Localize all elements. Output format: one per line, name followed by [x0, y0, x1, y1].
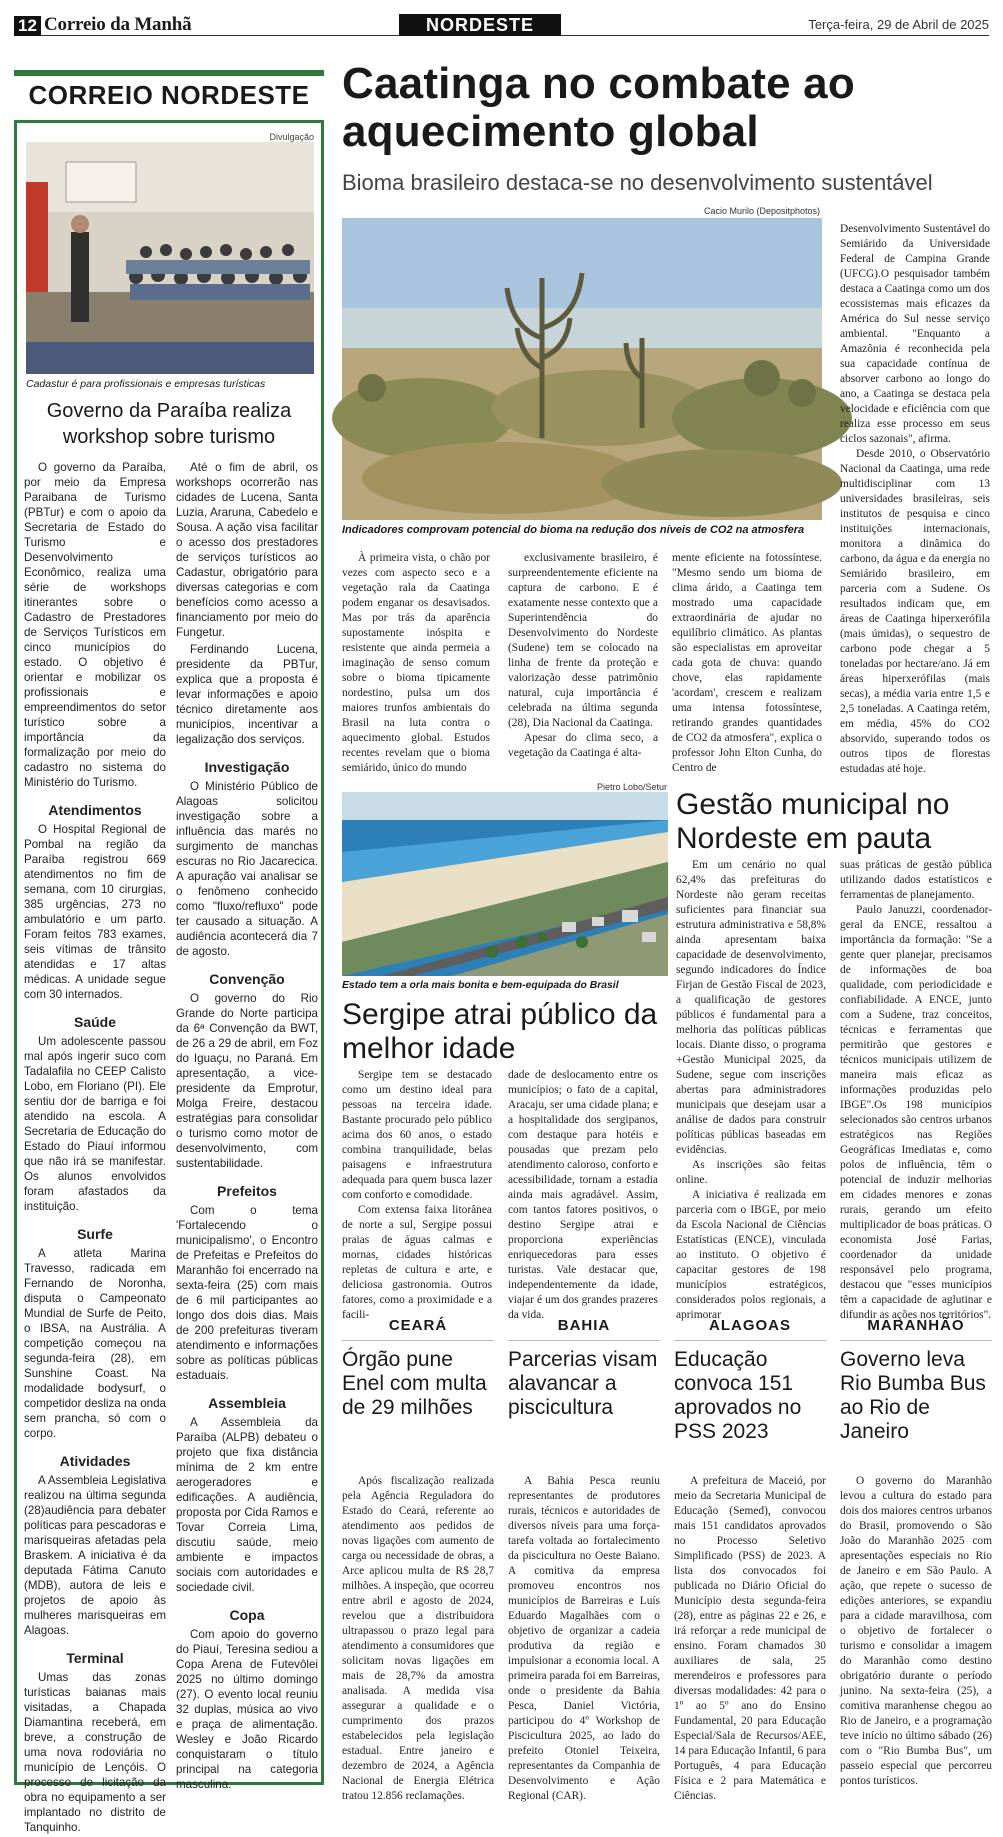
sidebar-paragraph: Com apoio do governo do Piauí, Teresina sediou a Copa Arena de Futevôlei 2025 no último domingo (27). O evento local reuniu 32 duplas, música ao vivo e praça de alimentação. Wesley e João Ricardo conquistaram o título principal na categoria masculina. — [176, 1628, 318, 1791]
brief-heading: Terminal — [66, 1650, 124, 1666]
issue-date: Terça-feira, 29 de Abril de 2025 — [808, 17, 989, 32]
gestao-headline: Gestão municipal no Nordeste em pauta — [676, 788, 950, 855]
region-label-maranhao: MARANHÃO — [840, 1317, 992, 1341]
caatinga-photo — [342, 218, 822, 520]
lead-photo-credit: Cacio Murilo (Depositphotos) — [703, 206, 820, 216]
brief-heading: Prefeitos — [217, 1183, 277, 1199]
article-paragraph: Em um cenário no qual 62,4% das prefeituras do Nordeste não geram receitas suficientes para financiar sua estrutura administrativa e 58,8% ainda apresentam baixa capacidade de desenvolvimento, segundo indicadores do Índice Firjan de Gestão Fiscal de 2023, a qualificação de gestores públicos é fundamental para a melhoria das políticas públicas locais. Diante disso, o programa +Gestão Municipal 2025, da Sudene, segue com inscrições abertas para administradores municipais que desejam usar a análise de dados para construir políticas públicas baseadas em evidências. — [676, 859, 826, 1156]
beach-aerial-photo — [342, 792, 668, 976]
article-paragraph: A Bahia Pesca reuniu representantes de produtores rurais, técnicos e autoridades de diversos níveis para uma força-tarefa voltada ao fortalecimento da piscicultura no Oeste Baiano. A comitiva da empresa promoveu encontros nos municípios de Barreiras e Luís Eduardo Magalhães com o objetivo de organizar a cadeia produtiva da região e impulsionar a economia local. A primeira parada foi em Barreiras, onde o presidente da Bahia Pesca, Daniel Victória, participou do 4º Workshop de Piscicultura 2025, ao lado do prefeito Otoniel Teixeira, representantes da Companhia de Desenvolvimento e Ação Regional (CAR). — [508, 1475, 660, 1802]
sidebar-title: CORREIO NORDESTE — [28, 80, 310, 110]
lead-column-2 — [508, 551, 658, 761]
sergipe-photo-caption: Estado tem a orla mais bonita e bem-equipada do Brasil — [342, 980, 619, 991]
masthead — [14, 14, 989, 36]
sidebar-paragraph: Um adolescente passou mal após ingerir suco com Tadalafila no CEEP Calisto Lobo, em Floriano (PI). Ele sentiu dor de barriga e foi atendido na escola. A Secretaria de Educação do Estado do Piauí informou que não irá se manifestar. Os alunos envolvidos foram afastados da instituição. — [24, 1035, 166, 1213]
ceara-headline: Órgão pune Enel com multa de 29 milhões — [342, 1348, 487, 1419]
sidebar-paragraph: A Assembleia Legislativa realizou na última segunda (28)audiência para debater políticas para pescadoras e marisqueiras afetadas pela Braskem. A iniciativa é da deputada Fátima Canuto (MDB), autora de leis e projetos de apoio às mulheres marisqueiras em Alagoas. — [24, 1474, 166, 1637]
brief-heading: Copa — [229, 1607, 265, 1623]
sidebar-paragraph: Até o fim de abril, os workshops ocorrerão nas cidades de Lucena, Santa Luzia, Araruna, Cabedelo e Sousa. A ação visa facilitar o acesso dos prestadores de serviços turísticos ao Cadastur, obrigatório para diversas categorias e com benefícios como acesso a financiamento por meio do Fungetur. — [176, 461, 318, 639]
brief-heading: Investigação — [204, 759, 290, 775]
article-paragraph: Paulo Januzzi, coordenador-geral da ENCE, ressaltou a importância da formação: "Se a gente quer planejar, precisamos de informações de boa qualidade, com periodicidade e confiabilidade. A ENCE, junto com a Sudene, traz conceitos, técnicas e ferramentas que permitirão que gestores e técnicos municipais utilizem de maneira mais eficaz as informações produzidas pelo IBGE".Os 198 municípios selecionados são centros urbanos estratégicos nas Regiões Geográficas Imediatas e, como polos de influência, têm o potencial de induzir melhorias em cidades menores e zonas rurais, gerando um efeito multiplicador de boas práticas. O economista José Farias, coordenador da unidade responsável pelo programa, destacou que "esses municípios têm a capacidade de aglutinar e difundir as ações nos territórios". — [840, 904, 992, 1321]
lead-column-1 — [342, 551, 490, 776]
brief-heading: Atendimentos — [48, 802, 142, 818]
article-paragraph: Desenvolvimento Sustentável do Semiárido da Universidade Federal de Campina Grande (UFCG).O pesquisador também destaca a Caatinga como um dos ecossistemas mais eficazes da América do Sul nesse serviço ambiental. "Enquanto a Amazônia é reconhecida pela sua capacidade contínua de absorver carbono ao longo do ano, a Caatinga se destaca pela velocidade e eficiência com que realiza esse processo em seus ciclos sazonais", afirma. — [840, 223, 990, 445]
article-paragraph: dade de deslocamento entre os municípios; o fato de a capital, Aracaju, ser uma cidade plana; e a hospitalidade dos sergipanos, com destaque para hotéis e pousadas que prezam pelo atendimento caloroso, conforto e acessibilidade, tornam a estadia ainda mais agradável. Assim, com tantos fatores positivos, o destino Sergipe atrai e proporciona experiências enriquecedoras para esses turistas. Vale destacar que, independentemente da idade, viajar é um dos grandes prazeres da vida. — [508, 1069, 658, 1321]
brief-heading: Assembleia — [208, 1395, 286, 1411]
article-paragraph: A iniciativa é realizada em parceria com o IBGE, por meio da Escola Nacional de Ciências Estatísticas (ENCE), vinculada ao instituto. O objetivo é capacitar gestores de 198 municípios estratégicos, considerados polos regionais, a aprimorar — [676, 1189, 826, 1321]
sergipe-headline: Sergipe atrai público da melhor idade — [342, 998, 658, 1065]
sergipe-column-2 — [508, 1068, 658, 1323]
lead-column-4 — [840, 222, 990, 777]
lead-column-3 — [672, 551, 822, 776]
region-label-bahia: BAHIA — [508, 1317, 660, 1341]
article-paragraph: A prefeitura de Maceió, por meio da Secretaria Municipal de Educação (Semed), convocou mais 151 candidatos aprovados no Processo Seletivo Simplificado (PSS) de 2023. A lista dos convocados foi publicada no Diário Oficial do Município desta segunda-feira (28), entre as páginas 22 e 26, e irá reforçar a rede municipal de ensino. Foram chamados 30 auxiliares de sala, 25 merendeiros e professores para diversas modalidades: 42 para o 1º ao 5º ano do Ensino Fundamental, 20 para Educação Especial/Sala de Recursos/AEE, 14 para Educação Infantil, 6 para Português, 4 para Educação Física e 2 para Matemática e Ciências. — [674, 1475, 826, 1802]
alagoas-body — [674, 1474, 826, 1804]
region-label-alagoas: ALAGOAS — [674, 1317, 826, 1341]
article-paragraph: suas práticas de gestão pública utilizando dados estatísticos e ferramentas de planejamento. — [840, 859, 992, 901]
ceara-body — [342, 1474, 494, 1804]
sidebar-photo-caption: Cadastur é para profissionais e empresas turísticas — [26, 378, 266, 390]
article-paragraph: Após fiscalização realizada pela Agência Reguladora do Estado do Ceará, referente ao atendimento aos pedidos de novas ligações com aumento de carga ou necessidade de obras, a Arce aplicou multa de R$ 28,7 milhões. A inspeção, que ocorreu entre abril e agosto de 2024, revelou que a distribuidora ultrapassou o prazo legal para atendimento a consumidores que solicitam novas ligações em mais de 28,7% da amostra analisada. A medida visa assegurar a qualidade e o cumprimento dos prazos estabelecidos pela legislação estadual. Entre janeiro e dezembro de 2024, a Agência Nacional de Energia Elétrica tratou 12.856 reclamações. — [342, 1475, 494, 1802]
page-number: 12 — [14, 16, 41, 36]
gestao-column-1 — [676, 858, 826, 1323]
article-paragraph: mente eficiente na fotossíntese. "Mesmo sendo um bioma de clima árido, a Caatinga tem mostrado uma capacidade extraordinária de ajudar no equilíbrio climático. As plantas são especialistas em aproveitar cada gota de chuva: quando chove, elas rapidamente 'acordam', crescem e realizam uma intensa fotossíntese, retirando grandes quantidades de CO2 da atmosfera", explica o professor John Elton Cunha, do Centro de — [672, 552, 822, 774]
sidebar-right-column — [176, 460, 318, 1794]
article-paragraph: Apesar do clima seco, a vegetação da Caatinga é alta- — [508, 732, 658, 759]
sidebar-paragraph: O governo da Paraíba, por meio da Empresa Paraibana de Turismo (PBTur) e com o apoio da Secretaria de Estado do Turismo e Desenvolvimento Econômico, realiza uma série de workshops itinerantes sobre o Cadastro de Prestadores de Serviços Turísticos em cinco municípios do estado. O objetivo é orientar e mobilizar os profissionais e empreendimentos do setor turístico sobre a importância da formalização por meio do cadastro no sistema do Ministério do Turismo. — [24, 461, 166, 789]
article-paragraph: O governo do Maranhão levou a cultura do estado para dois dos maiores centros urbanos do Brasil, promovendo o São João do Maranhão 2025 com apresentações especiais no Rio de Janeiro e em São Paulo. A ação, que repete o sucesso de edições anteriores, se expandiu para a cidade maravilhosa, com o objetivo de fortalecer o turismo e consolidar a imagem do Maranhão como destino obrigatório durante o período junino. Na sexta-feira (25), a comitiva maranhense chegou ao Rio de Janeiro, e a programação teve início no último sábado (26) com o "Rio Bumba Bus", um passeio especial que percorreu pontos turísticos. — [840, 1475, 992, 1787]
sidebar-photo-credit: Divulgação — [269, 132, 314, 142]
section-label: NORDESTE — [399, 14, 561, 36]
sergipe-photo-credit: Pietro Lobo/Setur — [596, 782, 667, 792]
sergipe-column-1 — [342, 1068, 492, 1323]
sidebar-paragraph: A atleta Marina Travesso, radicada em Fernando de Noronha, disputa o Campeonato Mundial de Surfe de Peito, o IBSA, na Austrália. A competição começou na segunda-feira (28), em Sunshine Coast. Na modalidade bodysurf, o competidor desliza na onda sem prancha, só com o corpo. — [24, 1247, 166, 1440]
sidebar-paragraph: A Assembleia da Paraíba (ALPB) debateu o projeto que fixa distância mínima de 2 km entre aerogeradores e edificações. A audiência, proposta por Cida Ramos e Tovar Correia Lima, discutiu saúde, meio ambiente e impactos sociais com autoridades e sociedade civil. — [176, 1416, 318, 1594]
sidebar-headline: Governo da Paraíba realiza workshop sobre turismo — [46, 400, 292, 448]
article-paragraph: exclusivamente brasileiro, é surpreendentemente eficiente na captura de carbono. E é exatamente nesse contexto que a Superintendência do Desenvolvimento do Nordeste (Sudene) tem se colocado na linha de frente da proteção e valorização desse patrimônio natural, cuja importância é celebrada na última segunda (28), Dia Nacional da Caatinga. — [508, 552, 658, 729]
region-label-ceara: CEARÁ — [342, 1317, 494, 1341]
sidebar-paragraph: Umas das zonas turísticas baianas mais visitadas, a Chapada Diamantina receberá, em breve, a construção de uma nova rodoviária no município de Lençóis. O processo de licitação da obra no equipamento a ser implantado no distrito de Tanquinho. — [24, 1671, 166, 1834]
alagoas-headline: Educação convoca 151 aprovados no PSS 2023 — [674, 1348, 802, 1443]
sidebar-paragraph: Com o tema 'Fortalecendo o municipalismo', o Encontro de Prefeitas e Prefeitos do Maranhão foi encerrado na sexta-feira (25) com mais de 6 mil participantes ao longo dos dois dias. Mais de 200 prefeituras tiveram atendimento e informações sobre as políticas públicas estaduais. — [176, 1204, 318, 1382]
sidebar-accent-bar — [14, 70, 324, 76]
article-paragraph: Com extensa faixa litorânea de norte a sul, Sergipe possui praias de águas calmas e mornas, cidades históricas repletas de cultura e arte, e deliciosa gastronomia. Outros fatores, como a proximidade e a facili- — [342, 1204, 492, 1321]
article-paragraph: Sergipe tem se destacado como um destino ideal para pessoas na terceira idade. Bastante procurado pelo público acima dos 60 anos, o estado combina tranquilidade, belas paisagens e infraestrutura adequada para quem busca lazer com conforto e comodidade. — [342, 1069, 492, 1201]
lead-photo-caption: Indicadores comprovam potencial do bioma na redução dos níveis de CO2 na atmosfera — [342, 524, 805, 536]
sidebar-paragraph: O Ministério Público de Alagoas solicitou investigação sobre a influência das marés no surgimento de manchas escuras no Rio Jacarecica. A apuração vai analisar se o fenômeno conhecido como "fluxo/refluxo" pode ter causado a situação. A audiência acontecerá dia 7 de agosto. — [176, 780, 318, 958]
workshop-photo — [26, 142, 314, 374]
sidebar-paragraph: Ferdinando Lucena, presidente da PBTur, explica que a proposta é levar informações e apoio técnico diretamente aos municípios, incentivar a legalização dos serviços. — [176, 643, 318, 746]
brief-heading: Convenção — [209, 971, 285, 987]
article-paragraph: As inscrições são feitas online. — [676, 1159, 826, 1186]
bahia-body — [508, 1474, 660, 1804]
gestao-column-2 — [840, 858, 992, 1323]
lead-headline: Caatinga no combate ao aquecimento global — [342, 59, 855, 156]
sidebar-paragraph: O governo do Rio Grande do Norte participa da 6ª Convenção da BWT, de 26 a 29 de abril, em Foz do Iguaçu, no Paraná. Em apresentação, a vice-presidente da Emprotur, Molga Freire, destacou estratégias para consolidar o turismo como motor de desenvolvimento, com sustentabilidade. — [176, 992, 318, 1170]
maranhao-body — [840, 1474, 992, 1789]
brief-heading: Saúde — [73, 1014, 116, 1030]
article-paragraph: À primeira vista, o chão por vezes com aspecto seco e a vegetação rala da Caatinga podem enganar os desavisados. Mas por trás da aparência supostamente inóspita e resistente que ainda permeia a imaginação de senso comum sobre o bioma tipicamente nordestino, pulsa um dos maiores trunfos ambientais do Brasil na luta contra o aquecimento global. Estudos recentes revelam que o bioma semiárido, único do mundo — [342, 552, 490, 774]
sidebar-left-column — [24, 460, 166, 1837]
sidebar-paragraph: O Hospital Regional de Pombal na região da Paraíba registrou 669 atendimentos no fim de semana, com 10 cirurgias, 385 urgências, 273 no ambulatório e um parto. Foram feitos 783 exames, seis vítimas de trânsito atendidas e 17 altas médicas. A unidade segue com 30 internados. — [24, 823, 166, 1001]
article-paragraph: Desde 2010, o Observatório Nacional da Caatinga, uma rede multidisciplinar com 13 universidades brasileiras, seis institutos de pesquisa e cinco instituições internacionais, monitora a dinâmica do carbono, da água e da energia no Semiárido brasileiro, em parceria com a Sudene. Os resultados indicam que, em áreas de Caatinga hiperxerófila (mais úmidas), o sequestro de carbono pode chegar a 5 toneladas por hectare/ano. Já em áreas hiperxerófilas (mais secas), a média varia entre 1,5 e 2,5 toneladas. A Caatinga retém, em média, 45% do CO2 absorvido, superando todos os outros tipos de florestas estudadas até hoje. — [840, 448, 990, 775]
bahia-headline: Parcerias visam alavancar a piscicultura — [508, 1348, 658, 1419]
lead-subheadline: Bioma brasileiro destaca-se no desenvolvimento sustentável — [342, 170, 933, 195]
newspaper-name: Correio da Manhã — [44, 14, 192, 35]
brief-heading: Atividades — [59, 1453, 131, 1469]
brief-heading: Surfe — [77, 1226, 113, 1242]
maranhao-headline: Governo leva Rio Bumba Bus ao Rio de Janeiro — [840, 1348, 986, 1443]
